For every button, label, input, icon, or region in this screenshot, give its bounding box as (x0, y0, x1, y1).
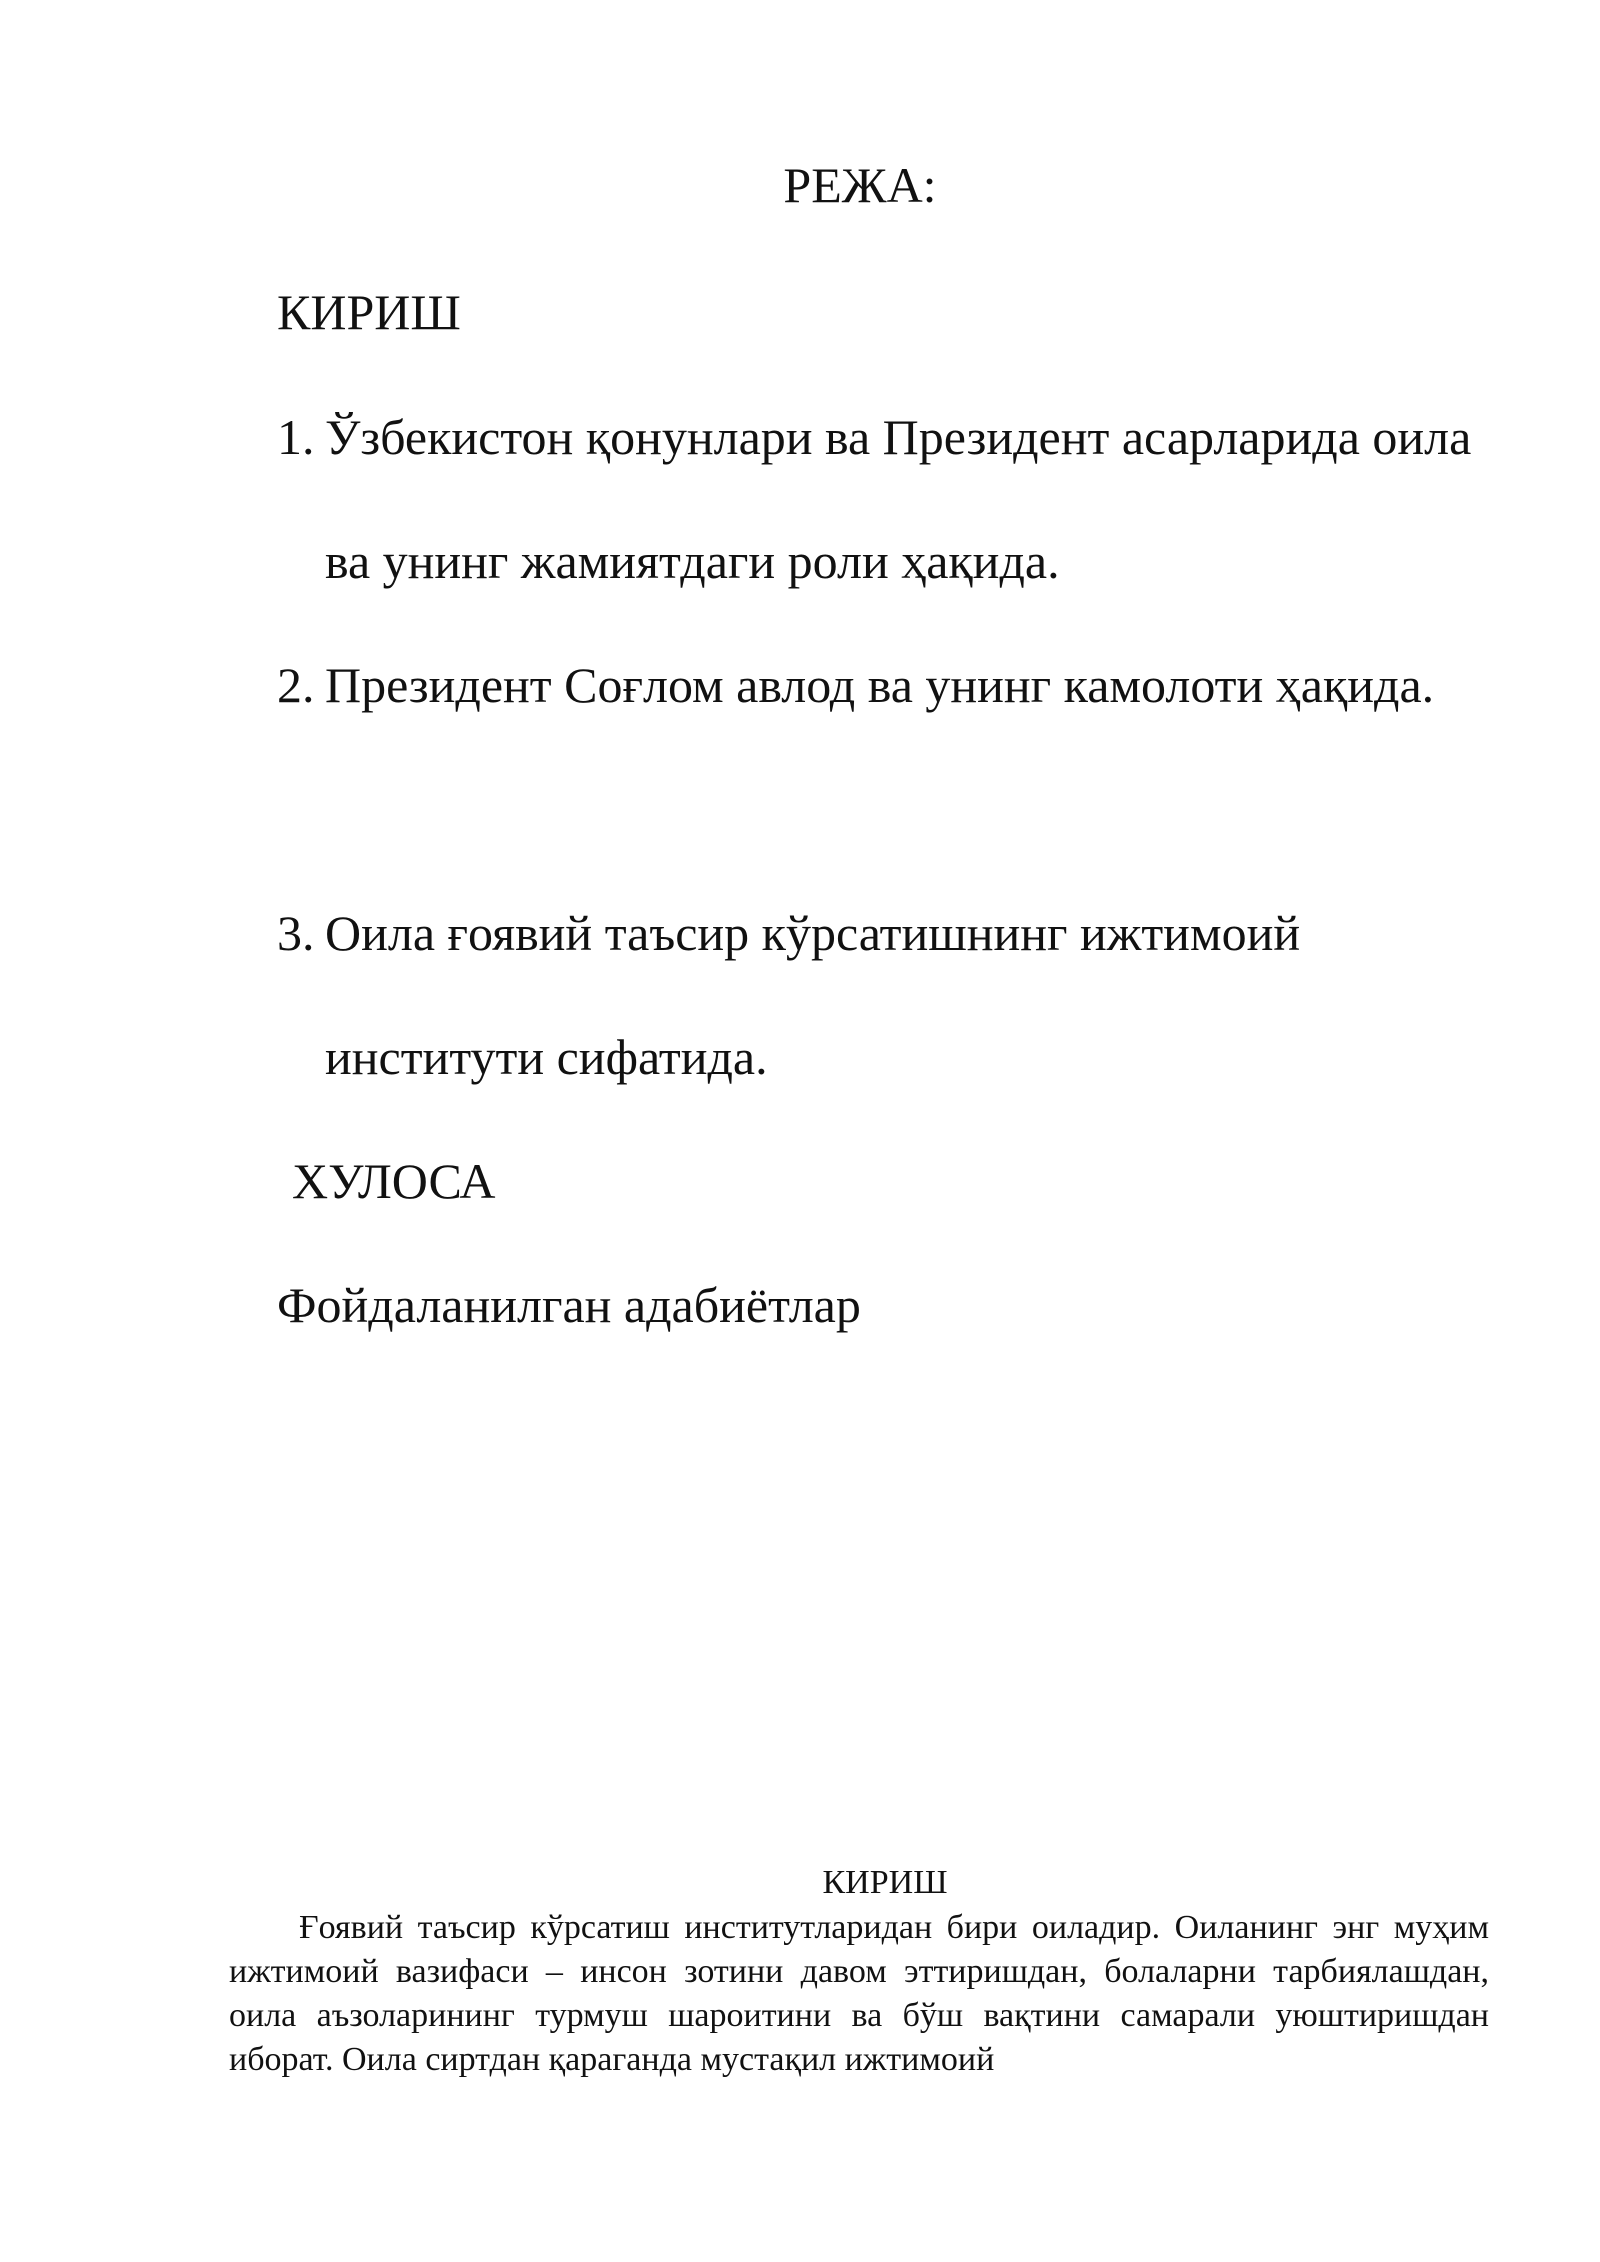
plan-references: Фойдаланилган адабиётлар (277, 1277, 861, 1333)
plan-intro: КИРИШ (277, 284, 461, 340)
plan-conclusion: ХУЛОСА (292, 1153, 496, 1209)
plan-item-3-text: Оила ғоявий таъсир кўрсатишнинг ижтимоий институти сифатида. (325, 905, 1301, 1085)
plan-item-1-number: 1. (277, 409, 315, 465)
plan-title: РЕЖА: (783, 157, 937, 213)
plan-item-3-number: 3. (277, 905, 315, 961)
plan-item-2-text: Президент Соғлом авлод ва унинг камолоти ҳақида. (325, 657, 1435, 713)
intro-paragraph: Ғоявий таъсир кўрсатиш институтларидан бири оиладир. Оиланинг энг муҳим ижтимоий вазифаси – инсон зотини давом эттиришдан, болаларни тарбиялашдан, оила аъзоларининг турмуш шароитини ва бўш вақтини самарали уюштиришдан иборат. Оила сиртдан қараганда мустақил ижтимоий (229, 1909, 1489, 2078)
plan-item-2-number: 2. (277, 657, 315, 713)
plan-item-1-text: Ўзбекистон қонунлари ва Президент асарларида оила ва унинг жамиятдаги роли ҳақида. (325, 409, 1472, 589)
intro-heading: КИРИШ (822, 1864, 948, 1901)
